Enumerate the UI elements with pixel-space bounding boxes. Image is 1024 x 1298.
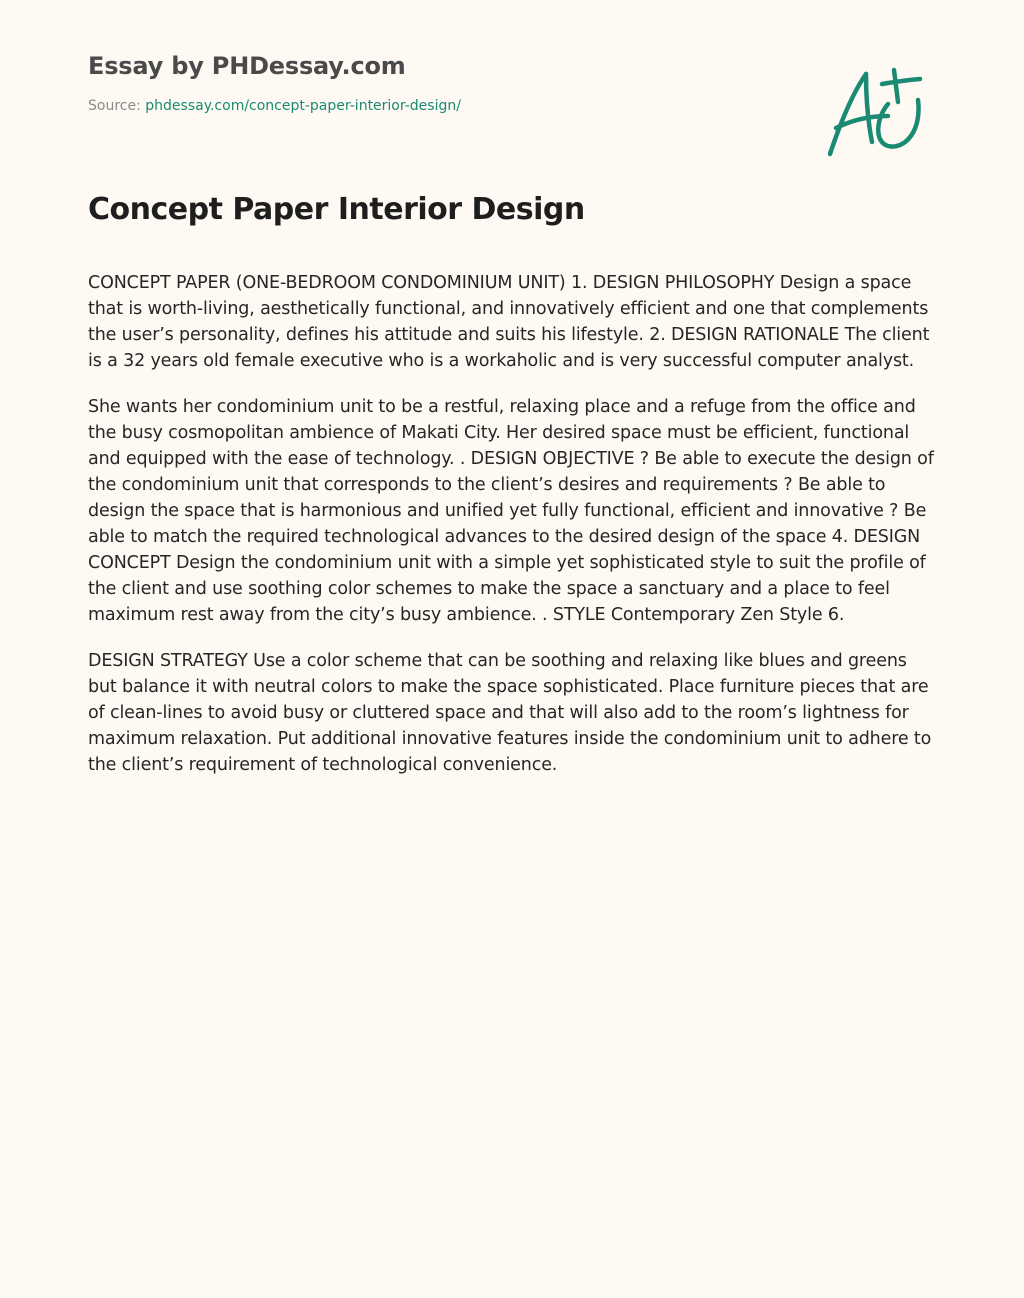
source-label: Source: [88,98,141,114]
source-line [88,96,788,116]
page-header [88,48,788,116]
a-plus-icon [822,62,932,162]
source-link[interactable]: phdessay.com/concept-paper-interior-design/ [145,98,461,114]
essay-paragraph: CONCEPT PAPER (ONE-BEDROOM CONDOMINIUM UNIT) 1. DESIGN PHILOSOPHY Design a space that is worth-living, aesthetically functional, and innovatively efficient and one that complements the user’s personality, defines his attitude and suits his lifestyle. 2. DESIGN RATIONALE The client is a 32 years old female executive who is a workaholic and is very successful computer analyst. [88,273,930,371]
essay-paragraph: She wants her condominium unit to be a restful, relaxing place and a refuge from the office and the busy cosmopolitan ambience of Makati City. Her desired space must be efficient, functional and equipped with the ease of technology. . DESIGN OBJECTIVE ? Be able to execute the design of the condominium unit that corresponds to the client’s desires and requirements ? Be able to design the space that is harmonious and unified yet fully functional, efficient and innovative ? Be able to match the required technological advances to the desired design of the space 4. DESIGN CONCEPT Design the condominium unit with a simple yet sophisticated style to suit the profile of the client and use soothing color schemes to make the space a sanctuary and a place to feel maximum rest away from the city’s busy ambience. . STYLE Contemporary Zen Style 6. [88,397,934,625]
essay-body [88,270,938,798]
essay-title: Concept Paper Interior Design [88,192,585,227]
essay-paragraph: DESIGN STRATEGY Use a color scheme that can be soothing and relaxing like blues and greens but balance it with neutral colors to make the space sophisticated. Place furniture pieces that are of clean-lines to avoid busy or cluttered space and that will also add to the room’s lightness for maximum relaxation. Put additional innovative features inside the condominium unit to adhere to the client’s requirement of technological convenience. [88,651,932,775]
site-brand: Essay by PHDessay.com [88,52,406,80]
